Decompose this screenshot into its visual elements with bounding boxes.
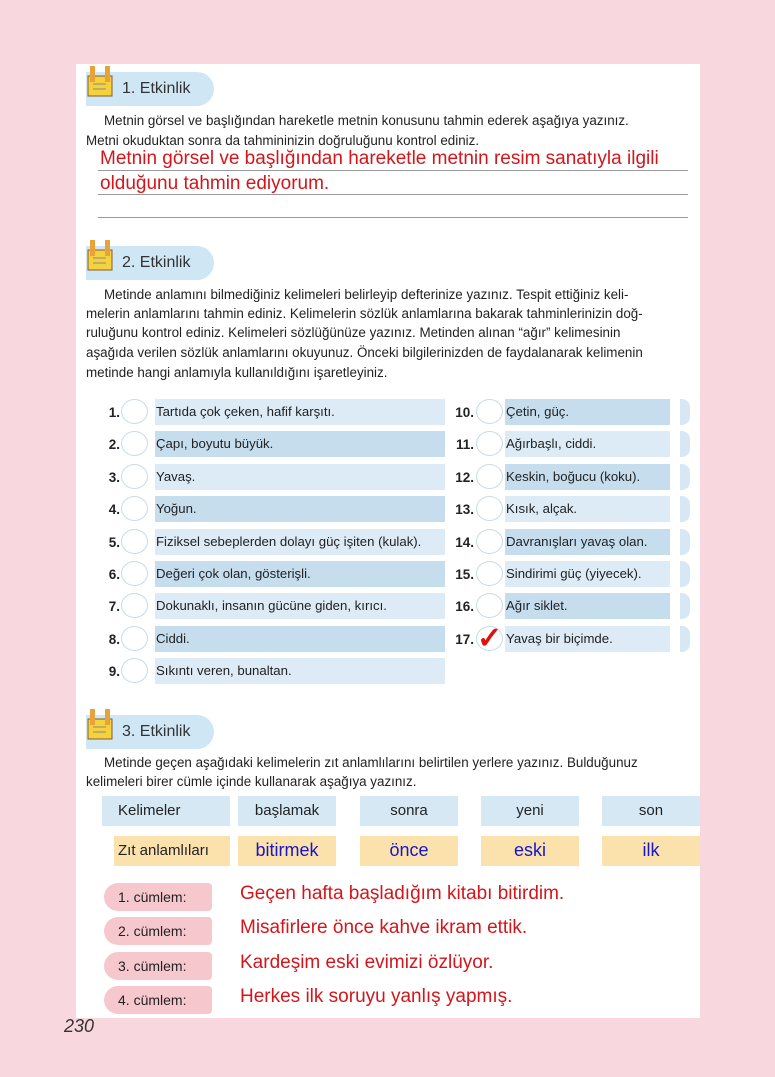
option-checkbox[interactable] bbox=[121, 399, 148, 424]
option-number: 4. bbox=[108, 502, 120, 518]
activity-title: 1. Etkinlik bbox=[122, 80, 191, 97]
option-label: Keskin, boğucu (koku). bbox=[506, 468, 641, 484]
option-label: Fiziksel sebeplerden dolayı güç işiten (kulak). bbox=[156, 533, 422, 549]
antonyms-label: Zıt anlamlıları bbox=[114, 836, 230, 866]
option-tab bbox=[680, 431, 690, 457]
sentence-answer[interactable]: Herkes ilk soruyu yanlış yapmış. bbox=[240, 986, 513, 1007]
option-text bbox=[155, 593, 445, 619]
option-tab bbox=[680, 464, 690, 490]
option-label: Sıkıntı veren, bunaltan. bbox=[156, 663, 292, 679]
sentence-answer[interactable]: Kardeşim eski evimizi özlüyor. bbox=[240, 952, 494, 973]
instruction-text: Metnin görsel ve başlığından hareketle metnin konusunu tahmin ederek aşağıya yazınız. bbox=[104, 113, 629, 128]
answer-rule bbox=[98, 217, 688, 218]
option-number: 1. bbox=[108, 405, 120, 420]
answer-rule bbox=[98, 170, 688, 171]
option-number: 3. bbox=[108, 469, 120, 485]
option-number: 8. bbox=[108, 631, 120, 647]
option-number: 14. bbox=[455, 534, 474, 550]
option-label: Tartıda çok çeken, hafif karşıtı. bbox=[156, 404, 335, 419]
option-tab bbox=[680, 561, 690, 587]
option-text bbox=[155, 658, 445, 684]
option-label: Ağırbaşlı, ciddi. bbox=[506, 436, 597, 452]
option-number: 10. bbox=[455, 405, 474, 420]
page-number: 230 bbox=[64, 1016, 95, 1036]
option-text bbox=[505, 593, 670, 619]
sentence-label: 1. cümlem: bbox=[104, 883, 212, 911]
option-checkbox[interactable] bbox=[121, 529, 148, 554]
option-text bbox=[505, 431, 670, 457]
sentence-answer[interactable]: Geçen hafta başladığım kitabı bitirdim. bbox=[240, 883, 565, 904]
activity-title: 2. Etkinlik bbox=[122, 254, 191, 271]
option-label: Çapı, boyutu büyük. bbox=[156, 436, 274, 452]
option-text bbox=[155, 561, 445, 587]
answer-line-2[interactable]: olduğunu tahmin ediyorum. bbox=[100, 173, 330, 194]
option-checkbox[interactable] bbox=[121, 561, 148, 586]
option-checkbox[interactable] bbox=[476, 529, 503, 554]
option-label: Sindirimi güç (yiyecek). bbox=[506, 566, 642, 581]
instruction-text: ruluğunu kontrol ediniz. Kelimeleri sözlüğünüze yazınız. Metinden alınan “ağır” kelimesinin bbox=[86, 325, 621, 340]
option-number: 16. bbox=[455, 599, 474, 615]
option-text bbox=[155, 496, 445, 522]
option-text bbox=[155, 399, 445, 425]
option-text bbox=[505, 626, 670, 652]
option-tab bbox=[680, 593, 690, 619]
pencil-note-icon bbox=[86, 64, 114, 98]
word-cell: başlamak bbox=[238, 796, 336, 826]
words-label: Kelimeler bbox=[102, 796, 230, 826]
sentence-label: 2. cümlem: bbox=[104, 917, 212, 945]
option-label: Dokunaklı, insanın gücüne giden, kırıcı. bbox=[156, 598, 387, 614]
antonym-cell[interactable]: önce bbox=[360, 836, 458, 866]
option-number: 11. bbox=[455, 437, 474, 453]
option-number: 15. bbox=[455, 567, 474, 582]
option-tab bbox=[680, 399, 690, 425]
word-cell: son bbox=[602, 796, 700, 826]
option-number: 13. bbox=[455, 502, 474, 518]
option-label: Yavaş bir biçimde. bbox=[506, 630, 613, 646]
option-number: 17. bbox=[455, 631, 474, 647]
instruction-text: aşağıda verilen sözlük anlamlarını okuyunuz. Önceki bilgilerinizden de faydalanarak kelimenin bbox=[86, 345, 643, 360]
option-checkbox[interactable] bbox=[476, 496, 503, 521]
pencil-note-icon bbox=[86, 238, 114, 272]
option-label: Değeri çok olan, gösterişli. bbox=[156, 566, 311, 581]
option-tab bbox=[680, 529, 690, 555]
option-checkbox[interactable] bbox=[476, 561, 503, 586]
option-checkbox[interactable] bbox=[476, 464, 503, 489]
option-text bbox=[155, 626, 445, 652]
option-text bbox=[505, 464, 670, 490]
option-label: Çetin, güç. bbox=[506, 404, 570, 419]
instruction-text: Metinde geçen aşağıdaki kelimelerin zıt anlamlılarını belirtilen yerlere yazınız. Bulduğunuz bbox=[104, 755, 638, 770]
option-checkbox[interactable] bbox=[476, 399, 503, 424]
option-label: Yavaş. bbox=[156, 468, 196, 484]
option-label: Davranışları yavaş olan. bbox=[506, 533, 648, 549]
option-text bbox=[505, 529, 670, 555]
antonym-cell[interactable]: bitirmek bbox=[238, 836, 336, 866]
instruction-text: kelimeleri birer cümle içinde kullanarak aşağıya yazınız. bbox=[86, 774, 417, 789]
option-checkbox[interactable] bbox=[121, 464, 148, 489]
option-checkbox[interactable] bbox=[121, 658, 148, 683]
option-text bbox=[505, 496, 670, 522]
instruction-text: metinde hangi anlamıyla kullanıldığını işaretleyiniz. bbox=[86, 365, 388, 380]
option-number: 5. bbox=[108, 534, 120, 550]
option-number: 9. bbox=[108, 664, 120, 680]
option-label: Kısık, alçak. bbox=[506, 501, 578, 517]
answer-line-1[interactable]: Metnin görsel ve başlığından hareketle metnin resim sanatıyla ilgili bbox=[100, 148, 659, 169]
answer-rule bbox=[98, 194, 688, 195]
instruction-text: Metni okuduktan sonra da tahmininizin doğruluğunu kontrol ediniz. bbox=[86, 133, 480, 148]
word-cell: yeni bbox=[481, 796, 579, 826]
instruction-text: melerin anlamlarını tahmin ediniz. Kelimelerin sözlük anlamlarına bakarak tahminlerinizin doğ- bbox=[86, 306, 643, 321]
option-checkbox[interactable] bbox=[121, 626, 148, 651]
option-text bbox=[505, 561, 670, 587]
instruction-text: Metinde anlamını bilmediğiniz kelimeleri belirleyip defterinize yazınız. Tespit ettiğiniz keli- bbox=[104, 287, 629, 302]
option-text bbox=[155, 431, 445, 457]
option-label: Ciddi. bbox=[156, 630, 190, 646]
antonym-cell[interactable]: eski bbox=[481, 836, 579, 866]
option-checkbox[interactable] bbox=[121, 496, 148, 521]
option-text bbox=[155, 464, 445, 490]
option-number: 7. bbox=[108, 599, 120, 615]
activity-title: 3. Etkinlik bbox=[122, 723, 191, 740]
sentence-label: 4. cümlem: bbox=[104, 986, 212, 1014]
option-label: Ağır siklet. bbox=[506, 598, 568, 614]
word-cell: sonra bbox=[360, 796, 458, 826]
sentence-label: 3. cümlem: bbox=[104, 952, 212, 980]
option-label: Yoğun. bbox=[156, 501, 197, 517]
pencil-note-icon bbox=[86, 707, 114, 741]
option-text bbox=[505, 399, 670, 425]
option-number: 2. bbox=[108, 437, 120, 453]
option-text bbox=[155, 529, 445, 555]
option-number: 12. bbox=[455, 469, 474, 485]
antonym-cell[interactable]: ilk bbox=[602, 836, 700, 866]
option-number: 6. bbox=[108, 567, 120, 582]
option-tab bbox=[680, 626, 690, 652]
option-tab bbox=[680, 496, 690, 522]
check-mark-icon: ✓ bbox=[477, 622, 503, 655]
sentence-answer[interactable]: Misafirlere önce kahve ikram ettik. bbox=[240, 917, 528, 938]
